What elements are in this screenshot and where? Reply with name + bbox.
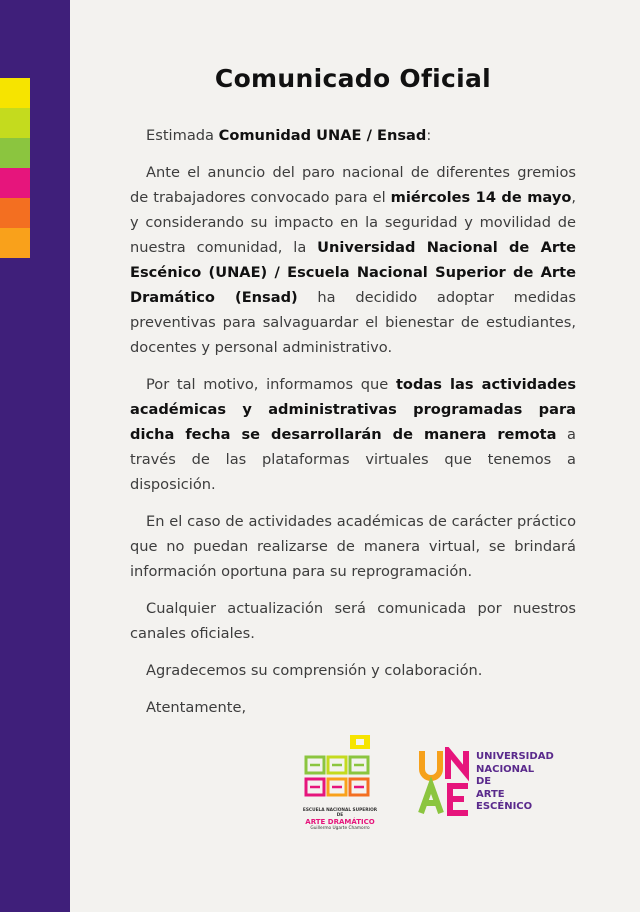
stripe-green [0, 138, 30, 168]
practical-activities-paragraph: En el caso de actividades académicas de carácter práctico que no puedan realizarse de manera virtual, se brindará información oportuna para su reprogramación. [130, 513, 576, 580]
ensad-logo-text: ESCUELA NACIONAL SUPERIOR DE ARTE DRAMÁTICO Guillermo Ugarte Chamorro [302, 808, 378, 831]
document-body [130, 64, 576, 732]
stripe-amber [0, 228, 30, 258]
page-title: Comunicado Oficial [214, 64, 492, 93]
thanks-paragraph: Agradecemos su comprensión y colaboración. [146, 662, 483, 679]
unae-logo-mark [418, 747, 472, 817]
unae-logo-text: UNIVERSIDAD NACIONAL DE ARTE ESCÉNICO [476, 751, 554, 812]
greeting-paragraph: Estimada Comunidad UNAE / Ensad: [146, 127, 432, 144]
left-sidebar-band [0, 0, 70, 912]
stripe-orange [0, 198, 30, 228]
stripe-magenta [0, 168, 30, 198]
color-stripes [0, 78, 30, 258]
unae-logo [418, 747, 558, 827]
ensad-logo [300, 735, 380, 835]
announcement-paragraph: Ante el anuncio del paro nacional de diferentes gremios de trabajadores convocado para el miércoles 14 de mayo, y considerando su impacto en la seguridad y movilidad de nuestra comunidad, la Universidad Nacional de Arte Escénico (UNAE) / Escuela Nacional Superior de Arte Dramático (Ensad) ha decidido adoptar medidas preventivas para salvaguardar el bienestar de estudiantes, docentes y personal administrativo. [130, 164, 576, 356]
remote-activities-paragraph: Por tal motivo, informamos que todas las actividades académicas y administrativas programadas para dicha fecha se desarrollarán de manera remota a través de las plataformas virtuales que tenemos a disposición. [130, 376, 577, 493]
stripe-lime [0, 108, 30, 138]
signoff-paragraph: Atentamente, [146, 699, 247, 716]
ensad-logo-mark [300, 735, 380, 807]
stripe-yellow [0, 78, 30, 108]
updates-paragraph: Cualquier actualización será comunicada por nuestros canales oficiales. [130, 600, 576, 642]
logos-area [300, 735, 560, 835]
